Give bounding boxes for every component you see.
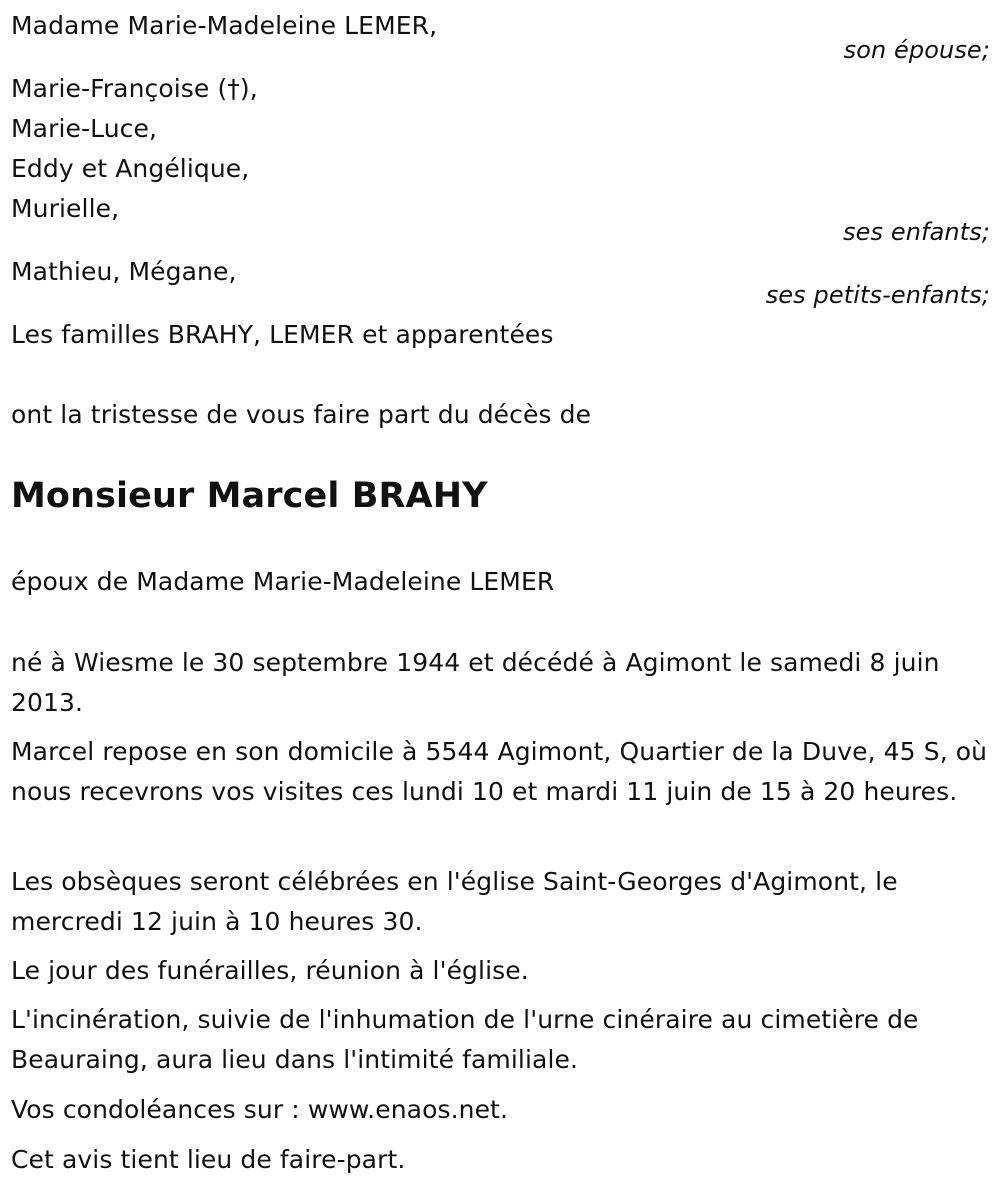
child-line: Marie-Luce, <box>11 114 158 143</box>
grandchildren-role: ses petits-enfants; <box>765 281 990 309</box>
child-line: Murielle, <box>11 194 120 223</box>
spouse-line: Madame Marie-Madeleine LEMER, <box>11 11 438 40</box>
condolences-link[interactable]: Vos condoléances sur : www.enaos.net. <box>11 1095 509 1124</box>
detail-paragraph: Cet avis tient lieu de faire-part. <box>11 1145 406 1174</box>
children-role: ses enfants; <box>843 218 990 246</box>
child-line: Eddy et Angélique, <box>11 154 250 183</box>
announcement-intro: ont la tristesse de vous faire part du décès de <box>11 400 592 429</box>
detail-paragraph: né à Wiesme le 30 septembre 1944 et décédé à Agimont le samedi 8 juin 2013. <box>11 648 940 717</box>
families-line: Les familles BRAHY, LEMER et apparentées <box>11 320 554 349</box>
spouse-role: son épouse; <box>843 36 990 64</box>
detail-paragraph: Les obsèques seront célébrées en l'église Saint-Georges d'Agimont, le mercredi 12 juin à 10 heures 30. <box>11 867 898 936</box>
deceased-name: Monsieur Marcel BRAHY <box>11 476 488 516</box>
detail-paragraph: Le jour des funérailles, réunion à l'église. <box>11 956 529 985</box>
relation-line: époux de Madame Marie-Madeleine LEMER <box>11 567 555 596</box>
detail-paragraph: L'incinération, suivie de l'inhumation de l'urne cinéraire au cimetière de Beauraing, aura lieu dans l'intimité familiale. <box>11 1005 919 1074</box>
child-line: Marie-Françoise (†), <box>11 74 258 103</box>
grandchildren-line: Mathieu, Mégane, <box>11 257 237 286</box>
detail-paragraph: Marcel repose en son domicile à 5544 Agimont, Quartier de la Duve, 45 S, où nous recevrons vos visites ces lundi 10 et mardi 11 juin de 15 à 20 heures. <box>11 737 988 806</box>
